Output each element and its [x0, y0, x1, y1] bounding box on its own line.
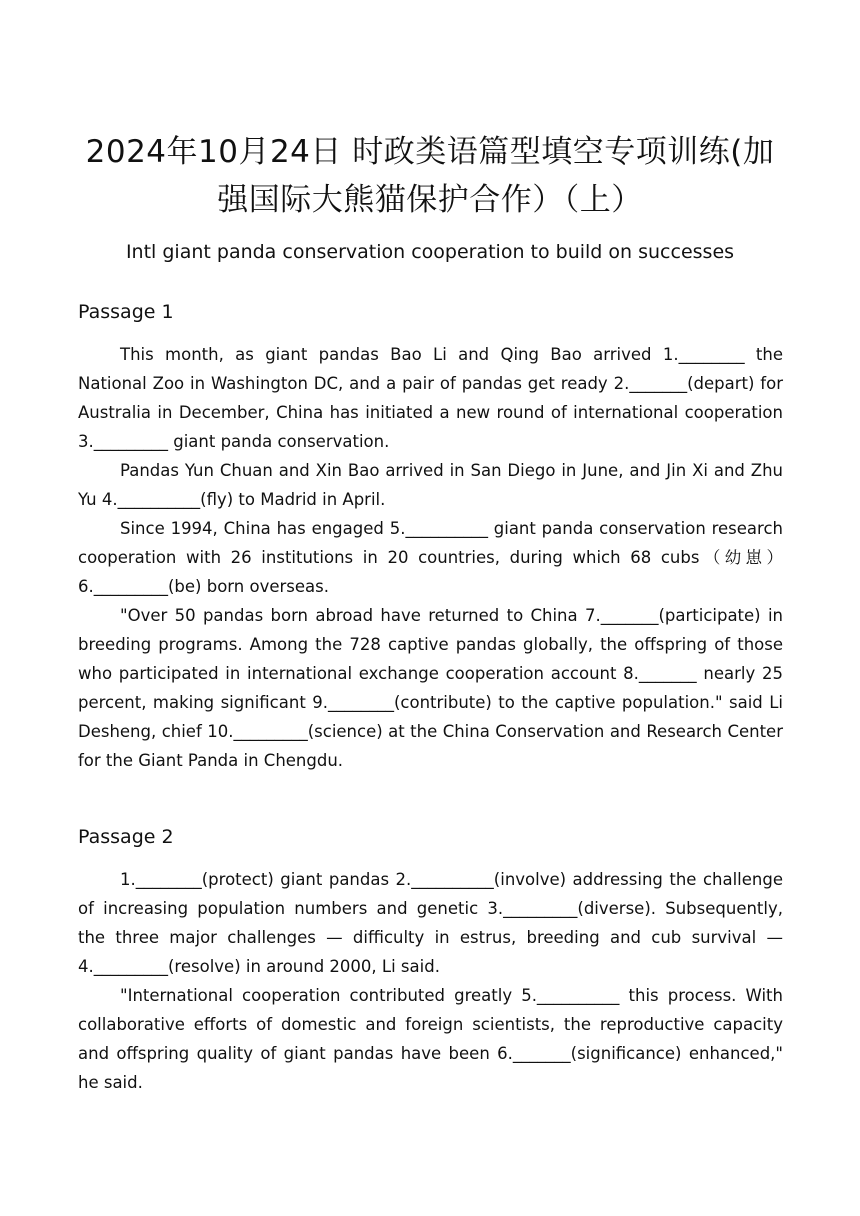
- passage-1-paragraph: This month, as giant pandas Bao Li and Qing Bao arrived 1.________ the National Zoo in Washington DC, and a pair of pandas get ready 2._______(depart) for Australia in December, China has initiated a new round of international cooperation 3._________ giant panda conservation.: [78, 345, 783, 451]
- passage-2-paragraph: 1.________(protect) giant pandas 2.__________(involve) addressing the challenge of increasing population numbers and genetic 3._________(diverse). Subsequently, the three major challenges — difficulty in estrus, breeding and cub survival — 4._________(resolve) in around 2000, Li said.: [78, 870, 783, 976]
- passage-1-body: [78, 340, 783, 775]
- passage-1-paragraph: Pandas Yun Chuan and Xin Bao arrived in San Diego in June, and Jin Xi and Zhu Yu 4.__________(fly) to Madrid in April.: [78, 461, 783, 509]
- passage-1-paragraph: "Over 50 pandas born abroad have returned to China 7._______(participate) in breeding programs. Among the 728 captive pandas globally, the offspring of those who participated in international exchange cooperation account 8._______ nearly 25 percent, making significant 9.________(contribute) to the captive population." said Li Desheng, chief 10._________(science) at the China Conservation and Research Center for the Giant Panda in Chengdu.: [78, 606, 783, 770]
- passage-1-heading: Passage 1: [78, 301, 174, 323]
- passage-2-heading: Passage 2: [78, 826, 174, 848]
- passage-1-paragraph: Since 1994, China has engaged 5.__________ giant panda conservation research cooperation with 26 institutions in 20 countries, during which 68 cubs（幼崽） 6._________(be) born overseas.: [78, 519, 783, 596]
- title-line-2: 强国际大熊猫保护合作）（上）: [217, 182, 643, 218]
- document-title: [60, 128, 800, 224]
- document-subtitle: Intl giant panda conservation cooperation to build on successes: [125, 241, 735, 263]
- passage-2-paragraph: "International cooperation contributed greatly 5.__________ this process. With collaborative efforts of domestic and foreign scientists, the reproductive capacity and offspring quality of giant pandas have been 6._______(significance) enhanced," he said.: [78, 986, 783, 1092]
- title-line-1: 2024年10月24日 时政类语篇型填空专项训练(加: [85, 134, 775, 170]
- passage-2-body: [78, 865, 783, 1097]
